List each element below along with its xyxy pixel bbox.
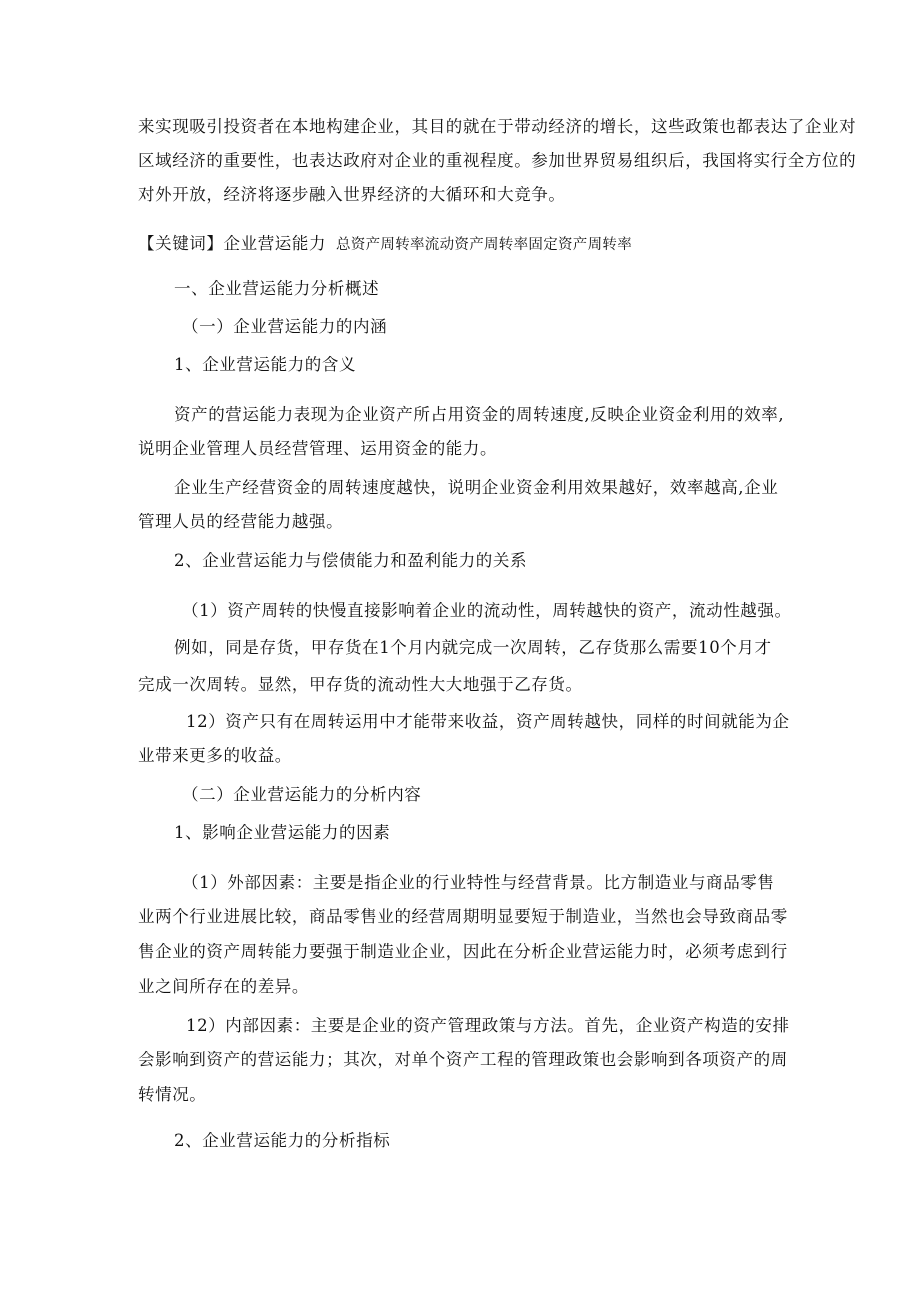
paragraph-5-line-2: 业两个行业进展比较，商品零售业的经营周期明显要短于制造业，当然也会导致商品零 <box>138 907 788 926</box>
keywords-label: 【关键词】企业营运能力 <box>138 234 327 253</box>
paragraph-5-line-4: 业之间所存在的差异。 <box>138 977 309 996</box>
intro-line-1: 来实现吸引投资者在本地构建企业，其目的就在于带动经济的增长，这些政策也都表达了企业对 <box>138 117 857 136</box>
section-heading-1-2: （二）企业营运能力的分析内容 <box>182 785 422 804</box>
paragraph-1-line-1: 资产的营运能力表现为企业资产所占用资金的周转速度,反映企业资金利用的效率, <box>174 405 785 424</box>
paragraph-5-line-3: 售企业的资产周转能力要强于制造业企业，因此在分析企业营运能力时，必须考虑到行 <box>138 942 788 961</box>
section-heading-1-2-2: 2、企业营运能力的分析指标 <box>174 1131 391 1150</box>
paragraph-6-line-1: 12）内部因素：主要是企业的资产管理政策与方法。首先，企业资产构造的安排 <box>186 1016 790 1035</box>
section-heading-1-1-2: 2、企业营运能力与偿债能力和盈利能力的关系 <box>174 551 528 570</box>
keywords-terms: 总资产周转率流动资产周转率固定资产周转率 <box>336 237 632 253</box>
section-heading-1-1-1: 1、企业营运能力的含义 <box>174 355 357 374</box>
paragraph-6-line-3: 转情况。 <box>138 1085 207 1104</box>
section-heading-1-2-1: 1、影响企业营运能力的因素 <box>174 823 391 842</box>
paragraph-6-line-2: 会影响到资产的营运能力；其次，对单个资产工程的管理政策也会影响到各项资产的周 <box>138 1050 788 1069</box>
intro-line-3: 对外开放，经济将逐步融入世界经济的大循环和大竞争。 <box>138 185 566 204</box>
paragraph-3-line-3: 完成一次周转。显然，甲存货的流动性大大地强于乙存货。 <box>138 675 583 694</box>
paragraph-5-line-1: （1）外部因素：主要是指企业的行业特性与经营背景。比方制造业与商品零售 <box>182 873 775 892</box>
paragraph-4-line-1: 12）资产只有在周转运用中才能带来收益，资产周转越快，同样的时间就能为企 <box>186 712 790 731</box>
section-heading-1-1: （一）企业营运能力的内涵 <box>182 317 388 336</box>
paragraph-2-line-2: 管理人员的经营能力越强。 <box>138 512 344 531</box>
intro-line-2: 区域经济的重要性，也表达政府对企业的重视程度。参加世界贸易组织后，我国将实行全方位的 <box>138 151 857 170</box>
paragraph-2-line-1: 企业生产经营资金的周转速度越快，说明企业资金利用效果越好，效率越高,企业 <box>174 478 779 497</box>
paragraph-4-line-2: 业带来更多的收益。 <box>138 746 292 765</box>
paragraph-1-line-2: 说明企业管理人员经营管理、运用资金的能力。 <box>138 439 498 458</box>
section-heading-1: 一、企业营运能力分析概述 <box>174 279 380 298</box>
paragraph-3-line-2: 例如，同是存货，甲存货在1个月内就完成一次周转，乙存货那么需要10个月才 <box>174 638 772 657</box>
paragraph-3-line-1: （1）资产周转的快慢直接影响着企业的流动性，周转越快的资产，流动性越强。 <box>182 601 792 620</box>
